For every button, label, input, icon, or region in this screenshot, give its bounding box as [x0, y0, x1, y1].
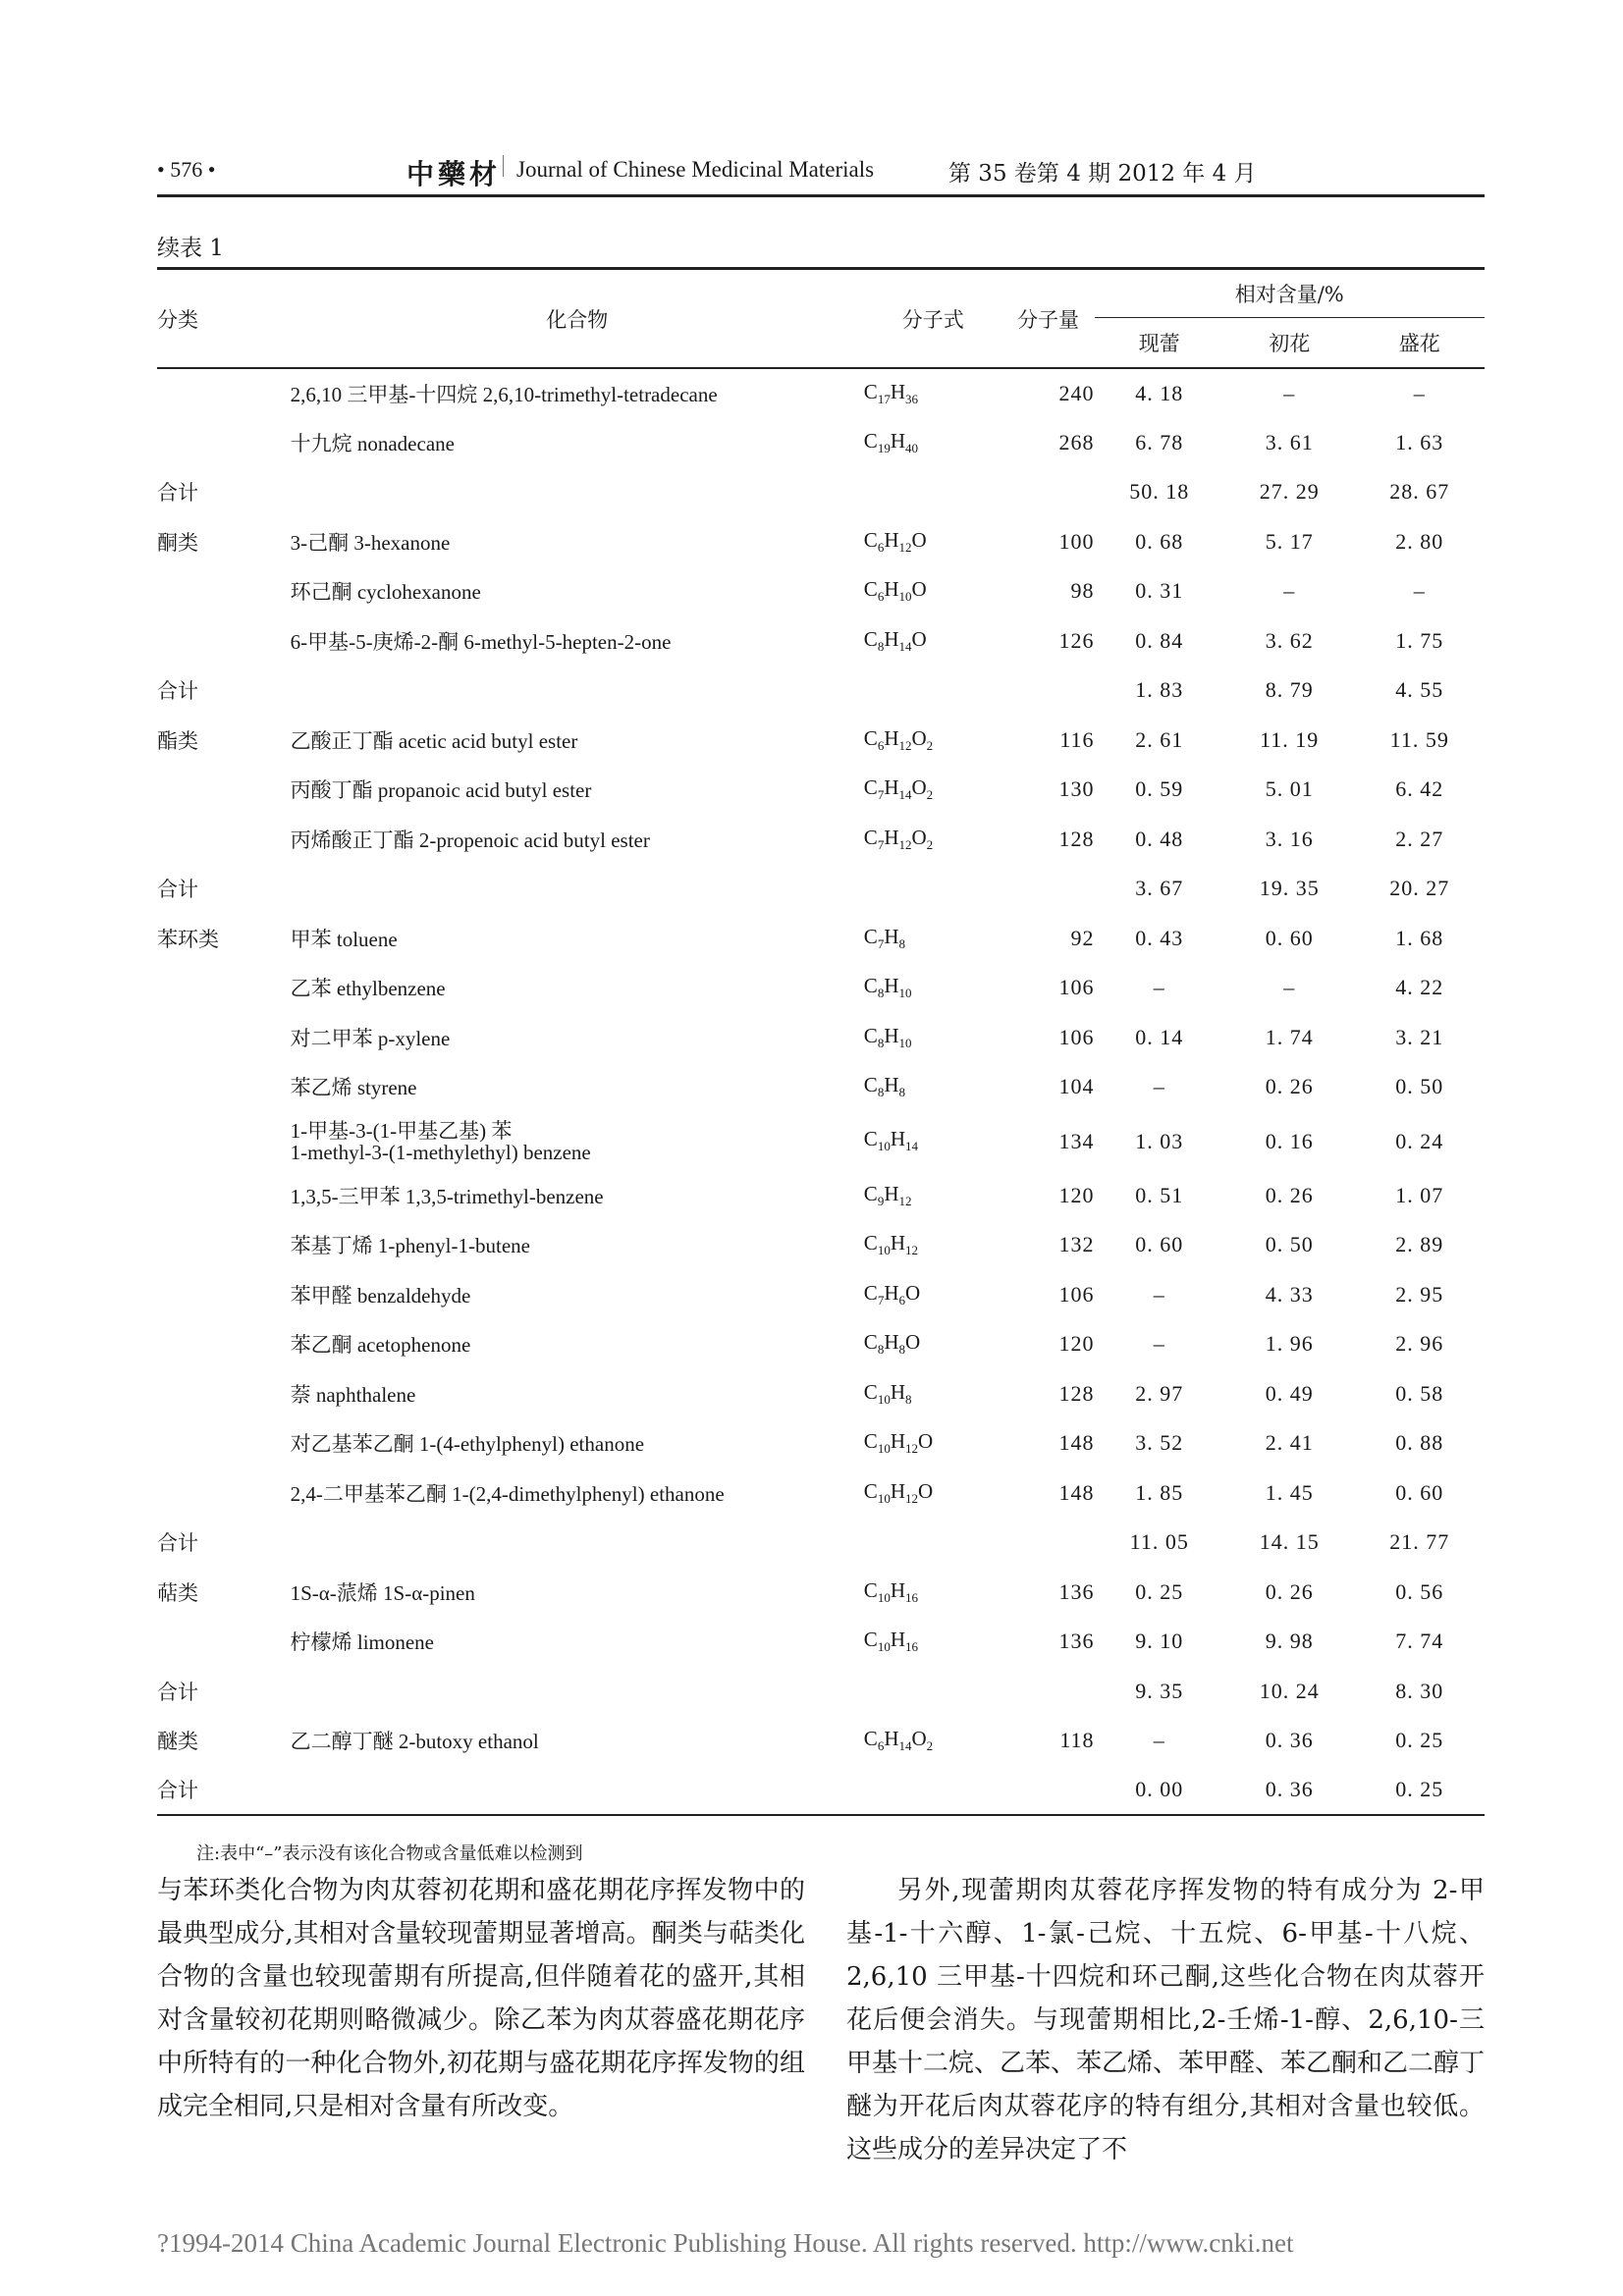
- cell-category: 合计: [157, 1779, 198, 1803]
- cell-bud: 0. 84: [1135, 627, 1184, 653]
- page-number: • 576 •: [157, 157, 216, 182]
- cell-molecular-weight: [1002, 864, 1095, 914]
- cell-formula: $C_6H_{12}O_2$: [863, 725, 934, 753]
- cell-early: 9. 98: [1265, 1629, 1314, 1654]
- cell-molecular-weight: 132: [1058, 1232, 1095, 1257]
- cell-category: [157, 963, 291, 1013]
- cell-full: –: [1413, 380, 1426, 405]
- header-rule: [157, 194, 1485, 197]
- cell-bud: 6. 78: [1135, 429, 1184, 454]
- cell-formula: [864, 864, 1002, 914]
- cell-molecular-weight: 106: [1058, 1281, 1095, 1307]
- table-row: [157, 864, 1485, 914]
- cell-compound: 乙二醇丁醚 2-butoxy ethanol: [290, 1730, 539, 1754]
- cell-full: 1. 68: [1395, 925, 1444, 950]
- cell-full: 2. 80: [1395, 528, 1444, 554]
- cell-compound: 6-甲基-5-庚烯-2-酮 6-methyl-5-hepten-2-one: [290, 629, 672, 654]
- cell-bud: 3. 52: [1135, 1430, 1184, 1456]
- cell-molecular-weight: 136: [1058, 1578, 1095, 1604]
- table-row: [157, 517, 1485, 567]
- table-row: [157, 1220, 1485, 1270]
- cell-category: [157, 1319, 291, 1369]
- cell-compound: [291, 864, 864, 914]
- cell-bud: 1. 83: [1135, 677, 1184, 703]
- cell-formula: [864, 1667, 1002, 1717]
- cell-molecular-weight: 100: [1058, 528, 1095, 554]
- cell-early: 19. 35: [1259, 876, 1320, 901]
- header-mw: 分子量: [1017, 307, 1080, 332]
- cell-compound: 苯乙烯 styrene: [290, 1076, 417, 1100]
- body-text-right: [846, 1869, 1485, 2171]
- cell-full: 28. 67: [1389, 479, 1450, 505]
- cell-bud: 0. 51: [1135, 1182, 1184, 1207]
- cell-full: 2. 89: [1395, 1232, 1444, 1257]
- cell-bud: 4. 18: [1135, 380, 1184, 405]
- cell-full: 0. 60: [1395, 1479, 1444, 1505]
- header-formula: 分子式: [901, 307, 964, 332]
- cell-formula: $C_{10}H_{12}O$: [863, 1478, 934, 1506]
- cell-full: 4. 55: [1395, 677, 1444, 703]
- cell-molecular-weight: 128: [1058, 1380, 1095, 1406]
- table-row: [157, 815, 1485, 865]
- cell-molecular-weight: 120: [1058, 1182, 1095, 1207]
- header-early: 初花: [1269, 332, 1311, 355]
- cell-full: 1. 75: [1395, 627, 1444, 653]
- cell-compound: [291, 1518, 864, 1568]
- table-caption: 续表 1: [157, 236, 224, 261]
- journal-logo: 中藥材: [406, 158, 502, 190]
- cell-early: 8. 79: [1265, 677, 1314, 703]
- cell-compound: 3-己酮 3-hexanone: [290, 530, 451, 555]
- cell-bud: 2. 61: [1135, 726, 1184, 752]
- cell-category: [157, 368, 291, 418]
- cell-bud: 3. 67: [1135, 876, 1184, 901]
- cell-early: 0. 49: [1265, 1380, 1314, 1406]
- cell-category: 酮类: [157, 530, 198, 555]
- cell-formula: $C_{10}H_{12}O$: [863, 1429, 934, 1457]
- cell-category: [157, 418, 291, 468]
- copyright-footer: ?1994-2014 China Academic Journal Electronic Publishing House. All rights reserved. http://www.cnki.net: [157, 2228, 1294, 2258]
- cell-full: 1. 63: [1395, 429, 1444, 454]
- cell-compound: 丙烯酸正丁酯 2-propenoic acid butyl ester: [290, 828, 650, 852]
- cell-molecular-weight: [1002, 1518, 1095, 1568]
- table-row: [157, 1418, 1485, 1468]
- cell-full: 2. 27: [1395, 826, 1444, 851]
- cell-compound: 柠檬烯 limonene: [290, 1630, 435, 1655]
- cell-category: 合计: [157, 1680, 198, 1704]
- cell-full: 0. 25: [1395, 1728, 1444, 1753]
- cell-category: 酯类: [157, 728, 198, 753]
- cell-bud: –: [1153, 1074, 1165, 1099]
- cell-bud: 0. 14: [1135, 1024, 1184, 1049]
- cell-molecular-weight: 120: [1058, 1331, 1095, 1357]
- cell-compound: 丙酸丁酯 propanoic acid butyl ester: [290, 778, 592, 803]
- cell-early: –: [1283, 380, 1296, 405]
- table-row: [157, 1369, 1485, 1419]
- cell-compound: 对乙基苯乙酮 1-(4-ethylphenyl) ethanone: [290, 1432, 645, 1457]
- cell-formula: $C_8H_8$: [863, 1073, 905, 1100]
- header-compound: 化合物: [546, 307, 609, 332]
- cell-formula: $C_8H_{14}O$: [863, 626, 927, 654]
- cell-formula: $C_7H_{14}O_2$: [863, 775, 934, 803]
- cell-category: [157, 815, 291, 865]
- table-row: [157, 1319, 1485, 1369]
- cell-full: 2. 96: [1395, 1331, 1444, 1357]
- cell-full: 21. 77: [1389, 1529, 1450, 1555]
- cell-bud: 0. 48: [1135, 826, 1184, 851]
- cell-formula: $C_{10}H_{12}$: [863, 1231, 918, 1258]
- cell-compound: 对二甲苯 p-xylene: [290, 1026, 451, 1050]
- cell-bud: 0. 59: [1135, 776, 1184, 802]
- cell-early: 27. 29: [1259, 479, 1320, 505]
- cell-full: 3. 21: [1395, 1024, 1444, 1049]
- cell-category: [157, 1617, 291, 1667]
- cell-category: 苯环类: [157, 927, 219, 951]
- cell-bud: 2. 97: [1135, 1380, 1184, 1406]
- cell-molecular-weight: [1002, 467, 1095, 517]
- cell-molecular-weight: 118: [1059, 1728, 1095, 1753]
- cell-early: 5. 17: [1265, 528, 1314, 554]
- cell-molecular-weight: 134: [1058, 1128, 1095, 1153]
- cell-formula: $C_{17}H_{36}$: [863, 379, 918, 406]
- cell-full: 20. 27: [1389, 876, 1450, 901]
- table-row: [157, 1568, 1485, 1618]
- cell-early: –: [1283, 578, 1296, 604]
- cell-formula: $C_8H_{10}$: [863, 974, 912, 1001]
- cell-formula: $C_6H_{14}O_2$: [863, 1727, 934, 1754]
- table-row: [157, 1667, 1485, 1717]
- cell-category: 萜类: [157, 1580, 198, 1605]
- cell-bud: –: [1153, 975, 1165, 1000]
- cell-compound: 乙苯 ethylbenzene: [290, 977, 446, 1001]
- cell-category: [157, 1468, 291, 1519]
- table-row: [157, 566, 1485, 616]
- cell-early: 0. 60: [1265, 925, 1314, 950]
- running-header: [157, 153, 1485, 188]
- cell-compound: [291, 666, 864, 716]
- cell-bud: 0. 60: [1135, 1232, 1184, 1257]
- table-row: [157, 368, 1485, 418]
- cell-early: 0. 26: [1265, 1578, 1314, 1604]
- cell-formula: $C_7H_6O$: [863, 1280, 921, 1308]
- cell-category: [157, 765, 291, 815]
- cell-compound: 甲苯 toluene: [290, 927, 398, 951]
- cell-category: [157, 566, 291, 616]
- header-divider: [503, 155, 504, 177]
- cell-formula: [864, 467, 1002, 517]
- cell-molecular-weight: 136: [1058, 1629, 1095, 1654]
- cell-molecular-weight: 148: [1058, 1430, 1095, 1456]
- cell-molecular-weight: 240: [1058, 380, 1095, 405]
- cell-full: 0. 25: [1395, 1777, 1444, 1802]
- cell-compound: 乙酸正丁酯 acetic acid butyl ester: [290, 728, 578, 753]
- issue-info: 第 35 卷第 4 期 2012 年 4 月: [948, 161, 1257, 187]
- table-body: [157, 368, 1485, 1815]
- cell-early: 10. 24: [1259, 1678, 1320, 1703]
- cell-early: 14. 15: [1259, 1529, 1320, 1555]
- cell-compound: 十九烷 nonadecane: [290, 431, 455, 455]
- cell-category: [157, 616, 291, 667]
- cell-bud: –: [1153, 1281, 1165, 1307]
- cell-formula: $C_6H_{10}O$: [863, 577, 927, 605]
- header-bud: 现蕾: [1138, 332, 1180, 355]
- cell-bud: 1. 03: [1135, 1128, 1184, 1153]
- cell-molecular-weight: [1002, 1766, 1095, 1816]
- cell-early: 3. 62: [1265, 627, 1314, 653]
- cell-compound: [291, 1667, 864, 1717]
- cell-bud: 0. 68: [1135, 528, 1184, 554]
- cell-full: 6. 42: [1395, 776, 1444, 802]
- cell-formula: $C_7H_8$: [863, 924, 905, 951]
- cell-molecular-weight: 130: [1058, 776, 1095, 802]
- cell-molecular-weight: 128: [1058, 826, 1095, 851]
- cell-molecular-weight: 106: [1058, 1024, 1095, 1049]
- cell-compound: 苯乙酮 acetophenone: [290, 1333, 471, 1358]
- cell-formula: $C_{19}H_{40}$: [863, 428, 918, 455]
- cell-formula: $C_{10}H_{16}$: [863, 1628, 918, 1655]
- cell-bud: 0. 31: [1135, 578, 1184, 604]
- table-row: [157, 1062, 1485, 1112]
- cell-category: [157, 1013, 291, 1063]
- cell-formula: $C_7H_{12}O_2$: [863, 825, 934, 852]
- table-row: [157, 1518, 1485, 1568]
- cell-formula: $C_{10}H_8$: [863, 1379, 912, 1407]
- table-row: [157, 1617, 1485, 1667]
- cell-bud: 50. 18: [1129, 479, 1190, 505]
- cell-formula: $C_9H_{12}$: [863, 1181, 912, 1208]
- cell-full: 1. 07: [1395, 1182, 1444, 1207]
- cell-category: [157, 1112, 291, 1171]
- cell-formula: $C_8H_8O$: [863, 1330, 921, 1358]
- cell-formula: $C_8H_{10}$: [863, 1023, 912, 1050]
- cell-full: 7. 74: [1395, 1629, 1444, 1654]
- cell-full: 2. 95: [1395, 1281, 1444, 1307]
- cell-molecular-weight: 126: [1058, 627, 1095, 653]
- cell-early: 0. 36: [1265, 1728, 1314, 1753]
- cell-formula: $C_{10}H_{14}$: [863, 1127, 918, 1154]
- cell-early: 4. 33: [1265, 1281, 1314, 1307]
- cell-category: [157, 1062, 291, 1112]
- cell-compound: 1S-α-蒎烯 1S-α-pinen: [290, 1580, 475, 1605]
- cell-category: [157, 1220, 291, 1270]
- cell-bud: 0. 00: [1135, 1777, 1184, 1802]
- cell-full: 4. 22: [1395, 975, 1444, 1000]
- cell-early: 11. 19: [1260, 726, 1320, 752]
- cell-full: 0. 50: [1395, 1074, 1444, 1099]
- cell-compound: 1-甲基-3-(1-甲基乙基) 苯 1-methyl-3-(1-methylethyl) benzene: [290, 1118, 591, 1164]
- cell-category: 合计: [157, 878, 198, 902]
- cell-full: 0. 88: [1395, 1430, 1444, 1456]
- header-category: 分类: [157, 307, 198, 332]
- cell-category: 合计: [157, 1531, 198, 1556]
- cell-early: 1. 74: [1265, 1024, 1314, 1049]
- cell-early: 0. 26: [1265, 1182, 1314, 1207]
- table-row: [157, 1716, 1485, 1766]
- cell-bud: 11. 05: [1129, 1529, 1189, 1555]
- table-row: [157, 1766, 1485, 1816]
- cell-category: [157, 1369, 291, 1419]
- cell-compound: 1,3,5-三甲苯 1,3,5-trimethyl-benzene: [290, 1184, 604, 1208]
- paragraph: 与苯环类化合物为肉苁蓉初花期和盛花期花序挥发物中的最典型成分,其相对含量较现蕾期显著增高。酮类与萜类化合物的含量也较现蕾期有所提高,但伴随着花的盛开,其相对含量较初花期则略微减少。除乙苯为肉苁蓉盛花期花序中所特有的一种化合物外,初花期与盛花期花序挥发物的组成完全相同,只是相对含量有所改变。: [157, 1876, 805, 2121]
- cell-molecular-weight: 104: [1058, 1074, 1095, 1099]
- cell-molecular-weight: [1002, 1667, 1095, 1717]
- cell-category: 醚类: [157, 1730, 198, 1754]
- table-row: [157, 1112, 1485, 1171]
- cell-early: 2. 41: [1265, 1430, 1314, 1456]
- cell-full: 0. 24: [1395, 1128, 1444, 1153]
- cell-full: 11. 59: [1389, 726, 1449, 752]
- header-full: 盛花: [1398, 332, 1440, 355]
- cell-bud: –: [1153, 1331, 1165, 1357]
- cell-formula: [864, 1766, 1002, 1816]
- table-row: [157, 914, 1485, 964]
- cell-early: 1. 96: [1265, 1331, 1314, 1357]
- table-row: [157, 765, 1485, 815]
- table-row: [157, 467, 1485, 517]
- cell-compound: [291, 1766, 864, 1816]
- cell-molecular-weight: 268: [1058, 429, 1095, 454]
- cell-category: 合计: [157, 679, 198, 704]
- cell-bud: 0. 43: [1135, 925, 1184, 950]
- cell-formula: $C_{10}H_{16}$: [863, 1577, 918, 1605]
- journal-name: Journal of Chinese Medicinal Materials: [516, 157, 875, 182]
- cell-compound: 苯甲醛 benzaldehyde: [290, 1283, 471, 1308]
- header-relative-content: 相对含量/%: [1095, 269, 1486, 318]
- compound-table: [157, 267, 1485, 1816]
- cell-early: 1. 45: [1265, 1479, 1314, 1505]
- cell-compound: 萘 naphthalene: [290, 1382, 416, 1407]
- table-row: [157, 418, 1485, 468]
- table-row: [157, 616, 1485, 667]
- cell-molecular-weight: [1002, 666, 1095, 716]
- cell-early: 0. 26: [1265, 1074, 1314, 1099]
- cell-category: [157, 1270, 291, 1320]
- cell-compound: 2,6,10 三甲基-十四烷 2,6,10-trimethyl-tetradecane: [290, 382, 718, 406]
- cell-early: 3. 61: [1265, 429, 1314, 454]
- cell-molecular-weight: 148: [1058, 1479, 1095, 1505]
- cell-bud: 9. 35: [1135, 1678, 1184, 1703]
- paragraph: 另外,现蕾期肉苁蓉花序挥发物的特有成分为 2-甲基-1-十六醇、1-氯-己烷、十五烷、6-甲基-十八烷、2,6,10 三甲基-十四烷和环己酮,这些化合物在肉苁蓉开花后便会消失。与现蕾期相比,2-壬烯-1-醇、2,6,10-三甲基十二烷、乙苯、苯乙烯、苯甲醛、苯乙酮和乙二醇丁醚为开花后肉苁蓉花序的特有组分,其相对含量也较低。这些成分的差异决定了不: [846, 1876, 1486, 2164]
- table-row: [157, 1171, 1485, 1221]
- cell-bud: 9. 10: [1135, 1629, 1184, 1654]
- body-text-left: [157, 1869, 805, 2128]
- table-row: [157, 1013, 1485, 1063]
- cell-early: –: [1283, 975, 1296, 1000]
- cell-molecular-weight: 106: [1058, 975, 1095, 1000]
- cell-bud: 1. 85: [1135, 1479, 1184, 1505]
- cell-compound: 2,4-二甲基苯乙酮 1-(2,4-dimethylphenyl) ethanone: [290, 1481, 725, 1506]
- cell-formula: [864, 1518, 1002, 1568]
- cell-early: 0. 16: [1265, 1128, 1314, 1153]
- cell-full: –: [1413, 578, 1426, 604]
- table-note: 注:表中“–”表示没有该化合物或含量低难以检测到: [196, 1843, 583, 1864]
- cell-compound: 苯基丁烯 1-phenyl-1-butene: [290, 1234, 530, 1258]
- cell-category: [157, 1418, 291, 1468]
- cell-bud: –: [1153, 1728, 1165, 1753]
- cell-molecular-weight: 92: [1070, 925, 1095, 950]
- cell-full: 0. 56: [1395, 1578, 1444, 1604]
- cell-compound: [291, 467, 864, 517]
- cell-category: [157, 1171, 291, 1221]
- cell-early: 5. 01: [1265, 776, 1314, 802]
- table-row: [157, 716, 1485, 766]
- table-row: [157, 666, 1485, 716]
- cell-full: 8. 30: [1395, 1678, 1444, 1703]
- table-row: [157, 963, 1485, 1013]
- table-row: [157, 1270, 1485, 1320]
- cell-early: 0. 36: [1265, 1777, 1314, 1802]
- table-row: [157, 1468, 1485, 1519]
- cell-compound: 环己酮 cyclohexanone: [290, 580, 481, 605]
- cell-formula: [864, 666, 1002, 716]
- cell-early: 3. 16: [1265, 826, 1314, 851]
- cell-early: 0. 50: [1265, 1232, 1314, 1257]
- cell-molecular-weight: 98: [1070, 578, 1095, 604]
- cell-full: 0. 58: [1395, 1380, 1444, 1406]
- cell-bud: 0. 25: [1135, 1578, 1184, 1604]
- cell-molecular-weight: 116: [1059, 726, 1095, 752]
- cell-category: 合计: [157, 481, 198, 506]
- cell-formula: $C_6H_{12}O$: [863, 527, 927, 555]
